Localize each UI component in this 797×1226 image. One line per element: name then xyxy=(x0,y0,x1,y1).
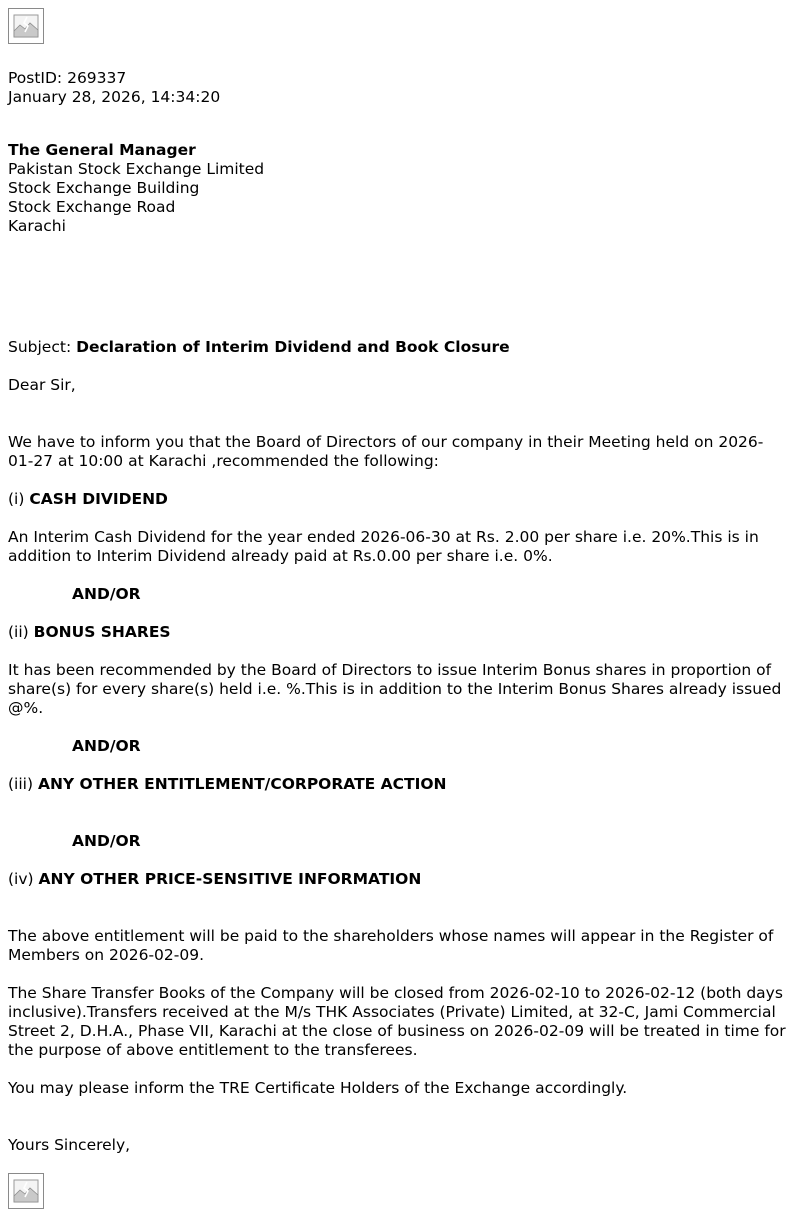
closing: Yours Sincerely, xyxy=(8,1136,131,1154)
post-id: PostID: 269337 xyxy=(8,69,127,87)
book-closure-paragraph: The Share Transfer Books of the Company will be closed from 2026-02-10 to 2026-02-12 (both days inclusive).Transfers received at the M/s THK Associates (Private) Limited, at 32-C, Jami Commercial Street 2, D.H.A., Phase VII, Karachi at the close of business on 2026-02-09 will be treated in time for the purpose of above entitlement to the transferees. xyxy=(8,984,786,1059)
post-datetime: January 28, 2026, 14:34:20 xyxy=(8,88,221,106)
section-number: (iv) xyxy=(8,870,39,888)
entitlement-paragraph: The above entitlement will be paid to the shareholders whose names will appear in the Register of Members on 2026-02-09. xyxy=(8,927,774,964)
recipient-title: The General Manager xyxy=(8,141,196,159)
intro-paragraph: We have to inform you that the Board of Directors of our company in their Meeting held on 2026-01-27 at 10:00 at Karachi ,recommended the following: xyxy=(8,433,764,470)
section-number: (i) xyxy=(8,490,30,508)
section-number: (iii) xyxy=(8,775,38,793)
section-cash-dividend xyxy=(8,490,788,509)
section-other-entitlement xyxy=(8,775,788,794)
letter-page xyxy=(8,8,788,1209)
section-heading: BONUS SHARES xyxy=(33,623,171,641)
cash-dividend-body: An Interim Cash Dividend for the year ended 2026-06-30 at Rs. 2.00 per share i.e. 20%.This is in addition to Interim Dividend already paid at Rs.0.00 per share i.e. 0%. xyxy=(8,528,759,565)
section-number: (ii) xyxy=(8,623,34,641)
broken-image-icon xyxy=(8,8,44,44)
subject-text: Declaration of Interim Dividend and Book Closure xyxy=(76,338,510,356)
section-heading: ANY OTHER PRICE-SENSITIVE INFORMATION xyxy=(38,870,422,888)
andor-separator: AND/OR xyxy=(72,832,141,850)
section-price-sensitive xyxy=(8,870,788,889)
section-heading: CASH DIVIDEND xyxy=(29,490,168,508)
section-heading: ANY OTHER ENTITLEMENT/CORPORATE ACTION xyxy=(37,775,447,793)
andor-separator: AND/OR xyxy=(72,585,141,603)
recipient-line: Stock Exchange Building xyxy=(8,179,200,197)
recipient-line: Stock Exchange Road xyxy=(8,198,176,216)
bonus-shares-body: It has been recommended by the Board of Directors to issue Interim Bonus shares in proportion of share(s) for every share(s) held i.e. %.This is in addition to the Interim Bonus Shares already issued @%. xyxy=(8,661,782,717)
recipient-line: Pakistan Stock Exchange Limited xyxy=(8,160,265,178)
signature-image-icon xyxy=(8,1173,44,1209)
subject-label: Subject: xyxy=(8,338,77,356)
andor-separator: AND/OR xyxy=(72,737,141,755)
recipient-line: Karachi xyxy=(8,217,66,235)
salutation: Dear Sir, xyxy=(8,376,76,394)
subject-line xyxy=(8,338,788,357)
inform-paragraph: You may please inform the TRE Certificate Holders of the Exchange accordingly. xyxy=(8,1079,628,1097)
section-bonus-shares xyxy=(8,623,788,642)
